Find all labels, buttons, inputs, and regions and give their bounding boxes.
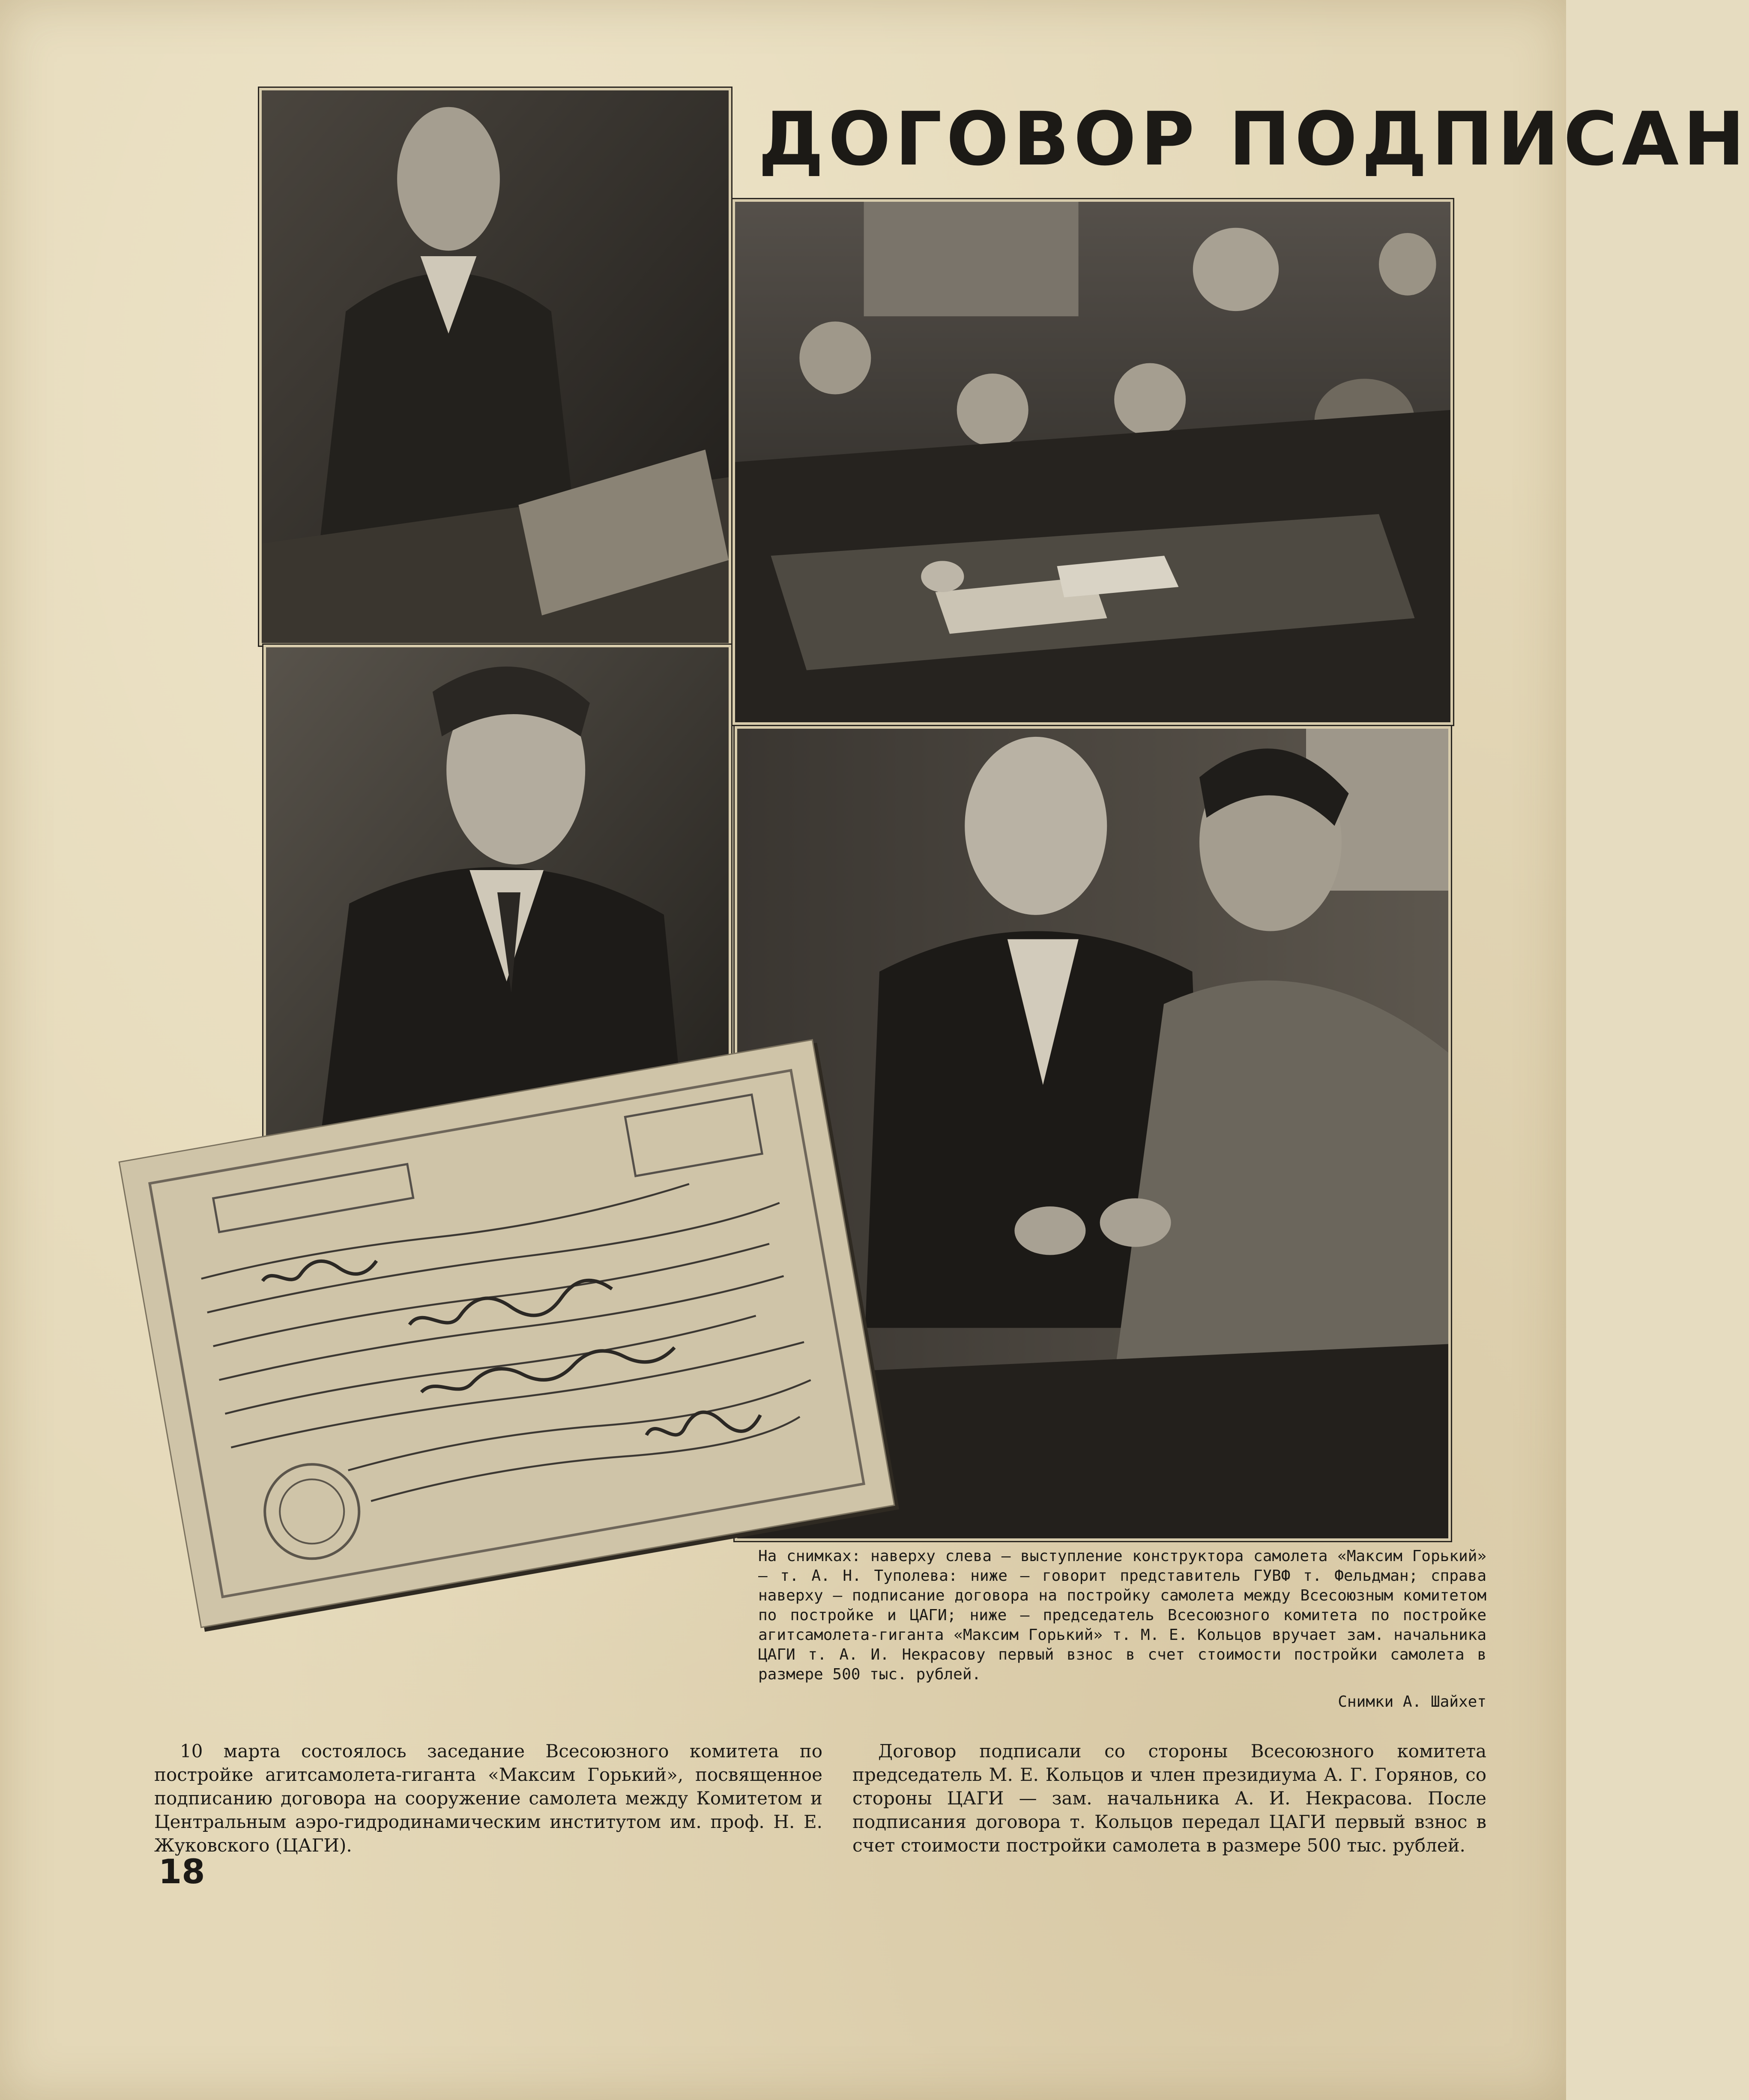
photo-speaker-tupolev-image — [262, 90, 729, 643]
photo-contract-signing — [732, 199, 1453, 725]
photo-caption: На снимках: наверху слева — выступление конструктора самолета «Максим Горький» — т. А. Н. Туполева: ниже — говорит представитель ГУВФ т. Фельдман; справа наверху — подписание договора на постройку самолета между Всесоюзным комитетом по постройке и ЦАГИ; ниже — председатель Всесоюзного комитета по постройке агитсамолета-гиганта «Максим Горький» т. М. Е. Кольцов вручает зам. начальника ЦАГИ т. А. И. Некрасову первый взнос в счет стоимости постройки самолета в размере 500 тыс. рублей. — [758, 1547, 1486, 1683]
article-right-column: Договор подписали со стороны Всесоюзного комитета председатель М. Е. Кольцов и член президиума А. Г. Горянов, со стороны ЦАГИ — зам. начальника А. И. Некрасова. После подписания договора т. Кольцов передал ЦАГИ первый взнос в счет стоимости постройки самолета в размере 500 тыс. рублей. — [852, 1741, 1486, 1856]
photo-speaker-tupolev — [259, 88, 731, 646]
page-headline: ДОГОВОР ПОДПИСАН — [758, 96, 1749, 182]
page-number: 18 — [158, 1853, 205, 1891]
article-left-column: 10 марта состоялось заседание Всесоюзного комитета по постройке агитсамолета-гиганта «Максим Горький», посвященное подписанию договора на сооружение самолета между Комитетом и Центральным аэро-гидродинамическим институтом им. проф. Н. Е. Жуковского (ЦАГИ). — [154, 1741, 822, 1856]
photo-contract-signing-image — [735, 202, 1450, 722]
photo-credit: Снимки А. Шайхет — [1338, 1693, 1486, 1711]
